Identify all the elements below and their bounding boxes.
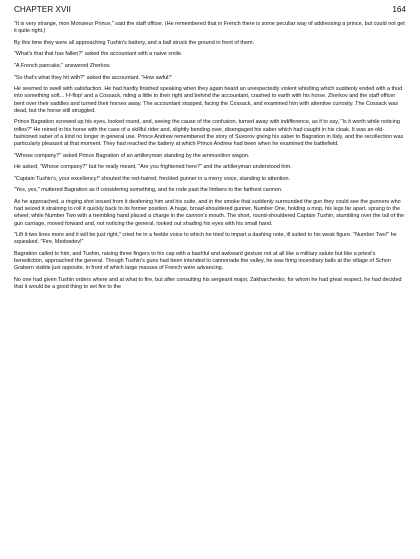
- paragraph: "Yes, yes," muttered Bagration as if considering something, and he rode past the limbers to the farthest cannon.: [14, 187, 283, 194]
- paragraph: "Captain Tushin's, your excellency!" shouted the red-haired, freckled gunner in a merry voice, standing to attention.: [14, 175, 291, 182]
- paragraph: Bagration called to him, and Tushin, raising three fingers to his cap with a bashful and awkward gesture not at all like a military salute but like a priest's benediction, approached the general. Though Tushin's guns had been intended to cannonade the valley, he was firing incendiary balls at the village of Schon Grabern visible just opposite, in front of which large masses of French were advancing.: [14, 250, 391, 272]
- paragraph: He seemed to swell with satisfaction. He had hardly finished speaking when they again heard an unexpectedly violent whistling which suddenly ended with a thud into something soft... f-f-flop! and a Cossack, riding a little to their right and behind the accountant, crashed to earth with his horse. Zherkov and the staff officer bent over their saddles and turned their horses away. The accountant stopped, facing the Cossack, and examined him with attentive curiosity. The Cossack was dead, but the horse still struggled.: [14, 86, 403, 114]
- paragraph: By this time they were all approaching Tushin's battery, and a ball struck the ground in front of them.: [14, 39, 255, 46]
- paragraph: "A French pancake," answered Zherkov.: [14, 62, 111, 69]
- paragraph: "What's that that has fallen?" asked the accountant with a naive smile.: [14, 51, 183, 58]
- paragraph: "So that's what they hit with?" asked the accountant. "How awful!": [14, 74, 172, 81]
- paragraph: He asked, "Whose company?" but he really meant, "Are you frightened here?" and the artilleryman understood him.: [14, 164, 292, 171]
- paragraph: Prince Bagration screwed up his eyes, looked round, and, seeing the cause of the confusion, turned away with indifference, as if to say, "Is it worth while noticing trifles?" He reined in his horse with the case of a skillful rider and, slightly bending over, disengaged his saber which had caught in his cloak. It was an old-fashioned saber of a kind no longer in general use. Prince Andrew remembered the story of Suvorov giving his saber to Bagration in Italy, and the recollection was particularly pleasant at that moment. They had reached the battery at which Prince Andrew had been when he examined the battlefield.: [14, 119, 404, 147]
- paragraph: "Whose company?" asked Prince Bagration of an artilleryman standing by the ammunition wagon.: [14, 152, 250, 159]
- paragraph: No one had given Tushin orders where and at what to fire, but after consulting his sergeant major, Zakharchenko, for whom he had great respect, he had decided that it would be a good thing to set fire to the: [14, 276, 402, 291]
- page-number: 164: [392, 5, 406, 14]
- paragraph: As he approached, a ringing shot issued from it deafening him and his suite, and in the smoke that suddenly surrounded the gun they could see the gunners who had seized it straining to roll it quickly back to its former position. A huge, broad-shouldered gunner, Number One, holding a mop, his legs far apart, sprang to the wheel; while Number Two with a trembling hand placed a charge in the cannon's mouth. The short, round-shouldered Captain Tushin, stumbling over the tail of the gun carriage, moved forward and, not noticing the general, looked out shading his eyes with his small hand.: [14, 198, 405, 227]
- chapter-title: CHAPTER XVII: [14, 5, 71, 14]
- paragraph: "It is very strange, mon Monsieur Prince," said the staff officer. (He remembered that in French there is some peculiar way of addressing a prince, but could not get it quite right.): [14, 21, 405, 35]
- page-header: [14, 5, 406, 15]
- paragraph: "Lift it two lines more and it will be just right," cried he in a feeble voice to which he tried to impart a dashing note, ill suited to his weak figure. "Number Two!" he squeaked. "Fire, Medvedev!": [14, 232, 397, 246]
